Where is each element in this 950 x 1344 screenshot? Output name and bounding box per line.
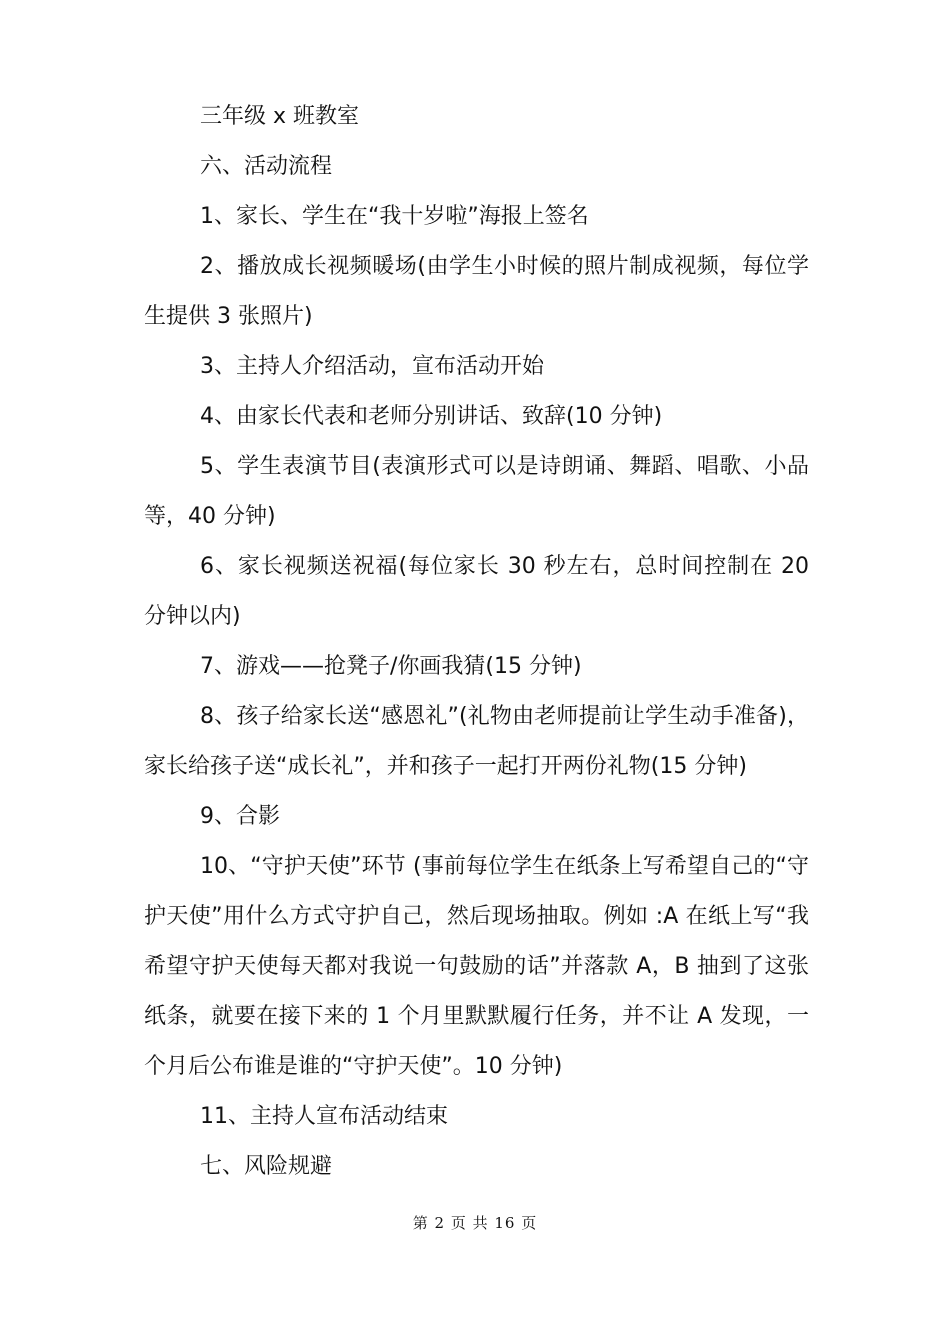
flow-item-4: 4、由家长代表和老师分别讲话、致辞(10 分钟)	[200, 404, 663, 429]
document-body	[144, 92, 809, 1192]
flow-item-6: 6、家长视频送祝福(每位家长 30 秒左右，总时间控制在 20 分钟以内)	[144, 554, 809, 629]
flow-item-5: 5、学生表演节目(表演形式可以是诗朗诵、舞蹈、唱歌、小品等，40 分钟)	[144, 454, 809, 529]
flow-item-9: 9、合影	[200, 804, 280, 829]
location-line: 三年级 x 班教室	[200, 104, 360, 129]
section-heading-risk: 七、风险规避	[200, 1154, 333, 1179]
flow-item-2: 2、播放成长视频暖场(由学生小时候的照片制成视频，每位学生提供 3 张照片)	[144, 254, 809, 329]
section-heading-flow: 六、活动流程	[200, 154, 333, 179]
page-footer: 第 2 页 共 16 页	[412, 1214, 538, 1232]
flow-item-3: 3、主持人介绍活动，宣布活动开始	[200, 354, 544, 379]
flow-item-1: 1、家长、学生在“我十岁啦”海报上签名	[200, 204, 589, 229]
flow-item-8: 8、孩子给家长送“感恩礼”(礼物由老师提前让学生动手准备)，家长给孩子送“成长礼”，并和孩子一起打开两份礼物(15 分钟)	[144, 704, 809, 779]
flow-item-10: 10、“守护天使”环节 (事前每位学生在纸条上写希望自己的“守护天使”用什么方式守护自己，然后现场抽取。例如 :A 在纸上写“我希望守护天使每天都对我说一句鼓励的话”并落款 A，B 抽到了这张纸条，就要在接下来的 1 个月里默默履行任务，并不让 A 发现，一个月后公布谁是谁的“守护天使”。10 分钟)	[144, 854, 809, 1079]
flow-item-7: 7、游戏——抢凳子/你画我猜(15 分钟)	[200, 654, 582, 679]
flow-item-11: 11、主持人宣布活动结束	[200, 1104, 448, 1129]
